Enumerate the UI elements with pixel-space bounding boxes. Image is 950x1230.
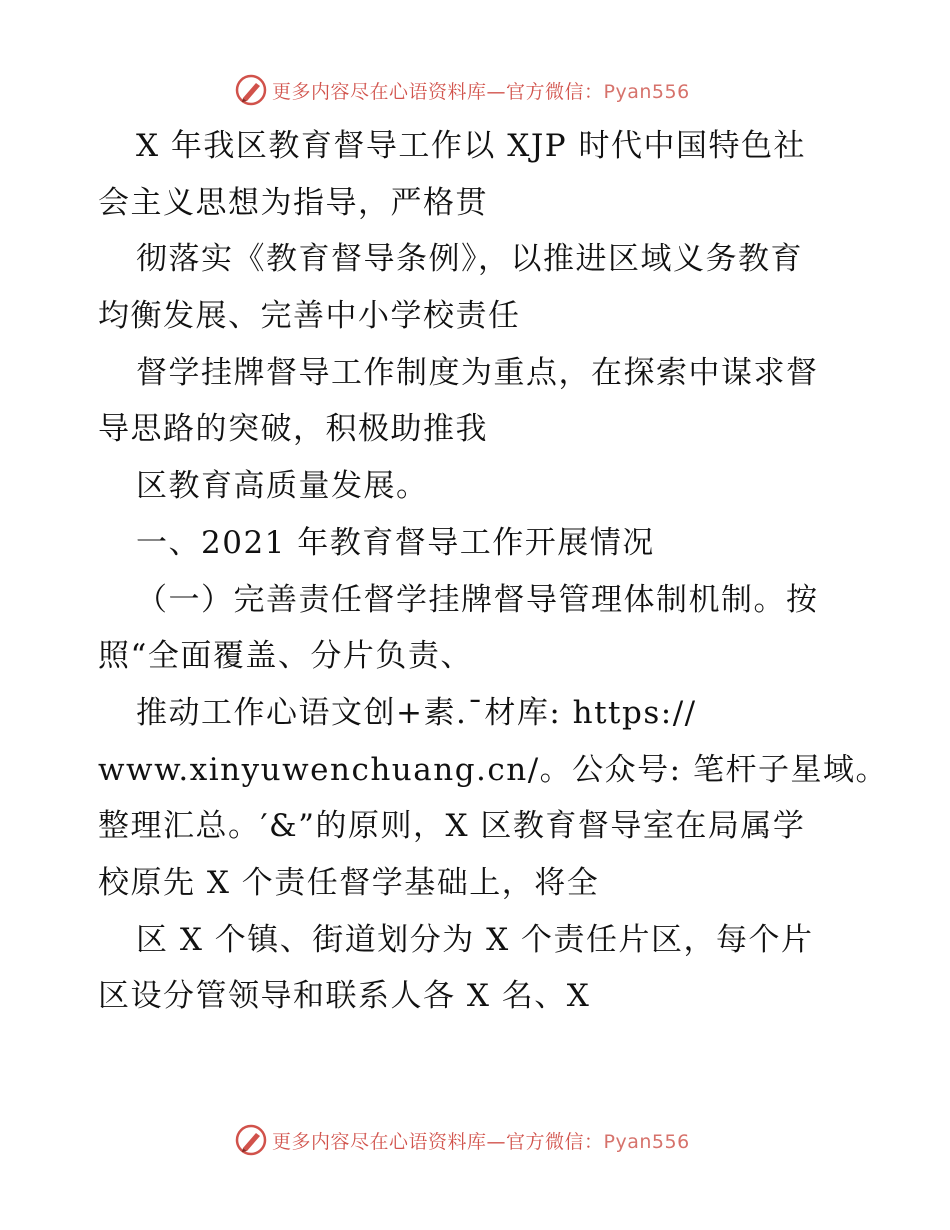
text-line: 一、2021 年教育督导工作开展情况: [136, 524, 655, 561]
text-line: 会主义思想为指导，严格贯: [98, 184, 488, 221]
text-line: 整理汇总。′&”的原则，X 区教育督导室在局属学: [98, 808, 806, 845]
pen-circle-logo-icon: [234, 73, 268, 107]
document-body: [98, 118, 888, 1025]
pen-circle-logo-icon: [234, 1123, 268, 1157]
text-line: 区 X 个镇、街道划分为 X 个责任片区，每个片: [136, 921, 814, 958]
text-line: X 年我区教育督导工作以 XJP 时代中国特色社: [136, 128, 806, 164]
footer-watermark: [234, 1122, 690, 1158]
text-line: www.xinyuwenchuang.cn/。公众号: 笔杆子星域。: [98, 751, 888, 788]
text-line: 推动工作心语文创+素.¯材库: https://: [136, 694, 697, 731]
text-line: 区设分管领导和联系人各 X 名、X: [98, 978, 591, 1015]
text-line: 区教育高质量发展。: [136, 468, 429, 505]
text-line: 督学挂牌督导工作制度为重点，在探索中谋求督: [136, 354, 819, 391]
text-line: 照“全面覆盖、分片负责、: [98, 638, 473, 675]
text-line: 导思路的突破，积极助推我: [98, 411, 488, 448]
header-watermark: [234, 72, 690, 108]
text-line: 校原先 X 个责任督学基础上，将全: [98, 864, 600, 901]
text-line: （一）完善责任督学挂牌督导管理体制机制。按: [136, 581, 819, 618]
watermark-text: 更多内容尽在心语资料库—官方微信：Pyan556: [272, 80, 690, 103]
text-line: 均衡发展、完善中小学校责任: [98, 298, 521, 335]
watermark-text: 更多内容尽在心语资料库—官方微信：Pyan556: [272, 1130, 690, 1153]
text-line: 彻落实《教育督导条例》，以推进区域义务教育: [136, 241, 803, 278]
